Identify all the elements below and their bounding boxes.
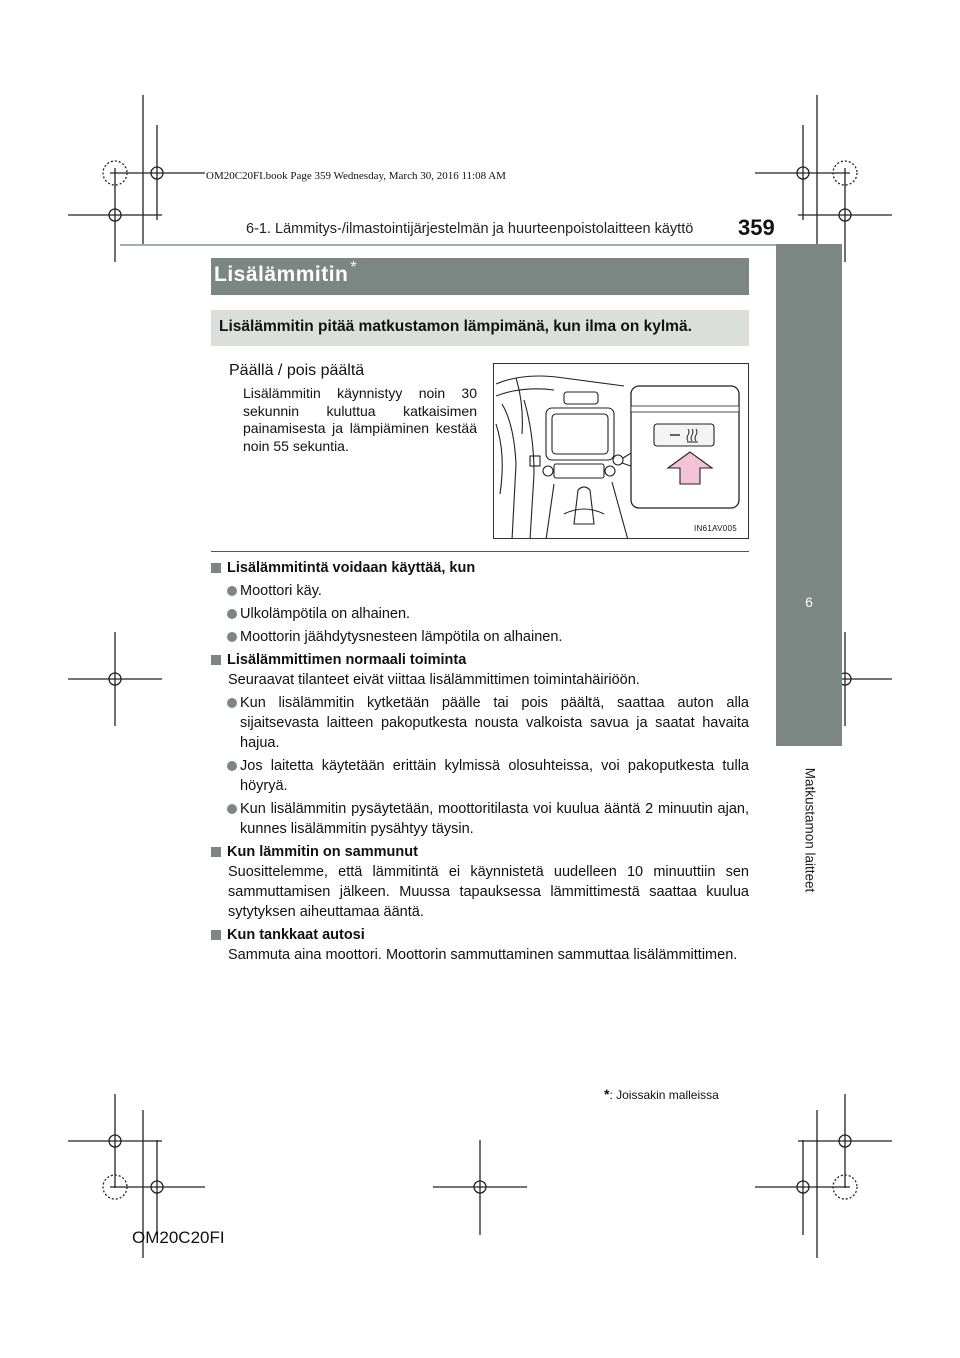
footnote <box>604 1086 719 1102</box>
list-item <box>211 581 749 601</box>
figure-code: IN61AV005 <box>694 524 738 533</box>
footnote-text: : Joissakin malleissa <box>609 1088 719 1102</box>
title-asterisk: * <box>350 259 358 276</box>
list-item <box>211 756 749 796</box>
list-item-text: Kun lisälämmitin pysäytetään, moottoritilasta voi kuulua ääntä 2 minuutin ajan, kunnes lisälämmitin pysähtyy täysin. <box>240 801 749 837</box>
section-reference: 6-1. Lämmitys-/ilmastointijärjestelmän ja huurteenpoistolaitteen käyttö <box>246 221 694 237</box>
round-bullet-icon <box>227 698 237 708</box>
onoff-heading: Päällä / pois päältä <box>229 362 365 379</box>
square-bullet-icon <box>211 563 221 573</box>
square-bullet-icon <box>211 655 221 665</box>
note-heading <box>211 558 749 578</box>
note-heading <box>211 842 749 862</box>
list-item-text: Moottorin jäähdytysnesteen lämpötila on alhainen. <box>240 629 563 645</box>
note-paragraph: Sammuta aina moottori. Moottorin sammuttaminen sammuttaa lisälämmittimen. <box>228 947 738 963</box>
note-heading-text: Kun tankkaat autosi <box>227 927 365 943</box>
note-paragraph: Seuraavat tilanteet eivät viittaa lisälämmittimen toimintahäiriöön. <box>228 672 640 688</box>
list-item <box>211 604 749 624</box>
square-bullet-icon <box>211 930 221 940</box>
square-bullet-icon <box>211 847 221 857</box>
book-info-line: OM20C20FI.book Page 359 Wednesday, March 30, 2016 11:08 AM <box>206 170 506 182</box>
note-paragraph: Suosittelemme, että lämmitintä ei käynnistetä uudelleen 10 minuuttiin sen sammuttamisen jälkeen. Muussa tapauksessa lämmittimestä saattaa kuulua sytytyksen aiheuttamaa ääntä. <box>228 864 749 920</box>
round-bullet-icon <box>227 761 237 771</box>
onoff-description: Lisälämmitin käynnistyy noin 30 sekunnin kuluttua katkaisimen painamisesta ja lämpiäminen kestää noin 55 sekuntia. <box>243 385 477 454</box>
header-rule <box>120 244 776 246</box>
round-bullet-icon <box>227 586 237 596</box>
article-title-text: Lisälämmitin <box>214 263 349 286</box>
dashboard-illustration <box>493 363 749 539</box>
article-title <box>214 259 358 287</box>
note-heading-text: Lisälämmittimen normaali toiminta <box>227 652 467 668</box>
chapter-label: Matkustamon laitteet <box>802 767 818 893</box>
chapter-number: 6 <box>805 594 813 610</box>
article-title-bar <box>211 258 749 295</box>
list-item <box>211 693 749 753</box>
section-divider <box>211 551 749 552</box>
footnote-asterisk: * <box>604 1086 610 1102</box>
list-item-text: Kun lisälämmitin kytketään päälle tai pois päältä, saattaa auton alla sijaitsevasta laitteen pakoputkesta nousta valkoista savua ja saatat havaita hajua. <box>240 695 749 751</box>
article-subtitle-box <box>211 310 749 346</box>
note-heading-text: Lisälämmitintä voidaan käyttää, kun <box>227 560 476 576</box>
page-number: 359 <box>738 215 775 240</box>
round-bullet-icon <box>227 632 237 642</box>
round-bullet-icon <box>227 609 237 619</box>
round-bullet-icon <box>227 804 237 814</box>
list-item-text: Jos laitetta käytetään erittäin kylmissä olosuhteissa, voi pakoputkesta tulla höyryä. <box>240 758 749 794</box>
dashboard-drawing <box>494 364 749 539</box>
note-heading <box>211 925 749 945</box>
list-item <box>211 627 749 647</box>
list-item <box>211 799 749 839</box>
note-heading <box>211 650 749 670</box>
note-heading-text: Kun lämmitin on sammunut <box>227 844 418 860</box>
chapter-tab <box>776 244 842 746</box>
article-subtitle: Lisälämmitin pitää matkustamon lämpimänä, kun ilma on kylmä. <box>219 318 692 335</box>
list-item-text: Ulkolämpötila on alhainen. <box>240 606 411 622</box>
notes-section <box>211 558 749 965</box>
footer-code: OM20C20FI <box>132 1228 225 1247</box>
list-item-text: Moottori käy. <box>240 583 322 599</box>
